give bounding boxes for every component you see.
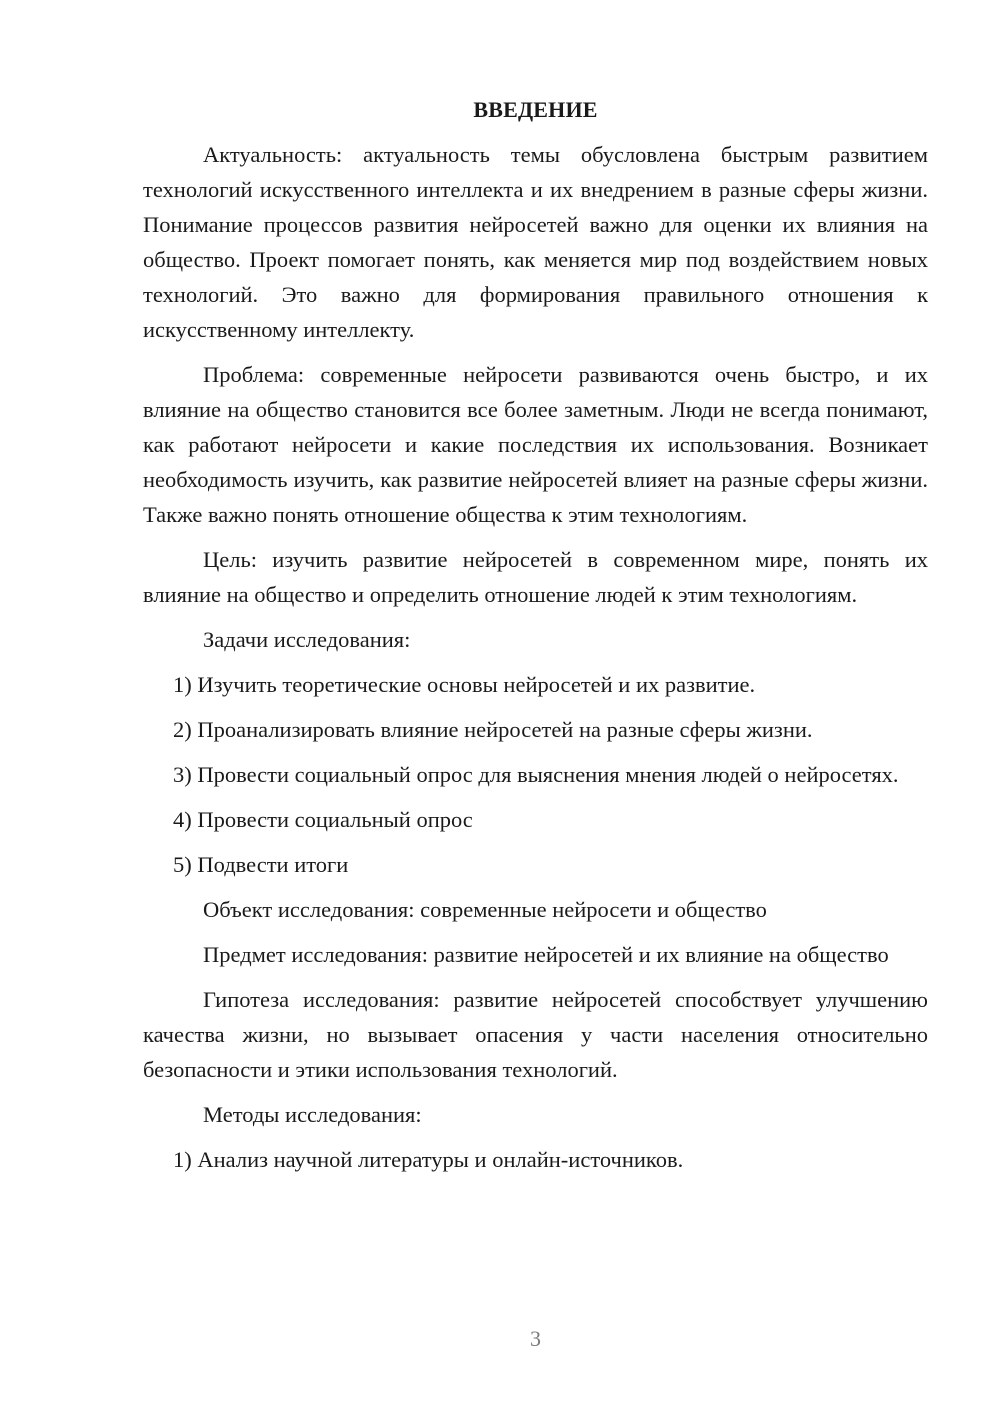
paragraph-methods-heading: Методы исследования:: [203, 1102, 422, 1127]
task-item-4: 4) Провести социальный опрос: [173, 807, 473, 832]
document-page: [143, 92, 928, 1187]
paragraph-hypothesis: Гипотеза исследования: развитие нейросетей способствует улучшению качества жизни, но вызывает опасения у части населения относительно безопасности и этики использования технологий.: [143, 987, 928, 1082]
paragraph-tasks-heading: Задачи исследования:: [203, 627, 411, 652]
task-item-3: 3) Провести социальный опрос для выяснения мнения людей о нейросетях.: [173, 762, 899, 787]
page-number: 3: [530, 1326, 541, 1351]
paragraph-relevance: Актуальность: актуальность темы обусловлена быстрым развитием технологий искусственного интеллекта и их внедрением в разные сферы жизни. Понимание процессов развития нейросетей важно для оценки их влияния на общество. Проект помогает понять, как меняется мир под воздействием новых технологий. Это важно для формирования правильного отношения к искусственному интеллекту.: [143, 142, 928, 342]
paragraph-goal: Цель: изучить развитие нейросетей в современном мире, понять их влияние на общество и определить отношение людей к этим технологиям.: [143, 547, 928, 607]
paragraph-problem: Проблема: современные нейросети развиваются очень быстро, и их влияние на общество становится все более заметным. Люди не всегда понимают, как работают нейросети и какие последствия их использования. Возникает необходимость изучить, как развитие нейросетей влияет на разные сферы жизни. Также важно понять отношение общества к этим технологиям.: [143, 362, 928, 527]
paragraph-object: Объект исследования: современные нейросети и общество: [203, 897, 767, 922]
page-title: ВВЕДЕНИЕ: [473, 97, 598, 122]
method-item-1: 1) Анализ научной литературы и онлайн-источников.: [173, 1147, 684, 1172]
task-item-2: 2) Проанализировать влияние нейросетей на разные сферы жизни.: [173, 717, 813, 742]
paragraph-subject: Предмет исследования: развитие нейросетей и их влияние на общество: [203, 942, 889, 967]
task-item-5: 5) Подвести итоги: [173, 852, 349, 877]
task-item-1: 1) Изучить теоретические основы нейросетей и их развитие.: [173, 672, 756, 697]
